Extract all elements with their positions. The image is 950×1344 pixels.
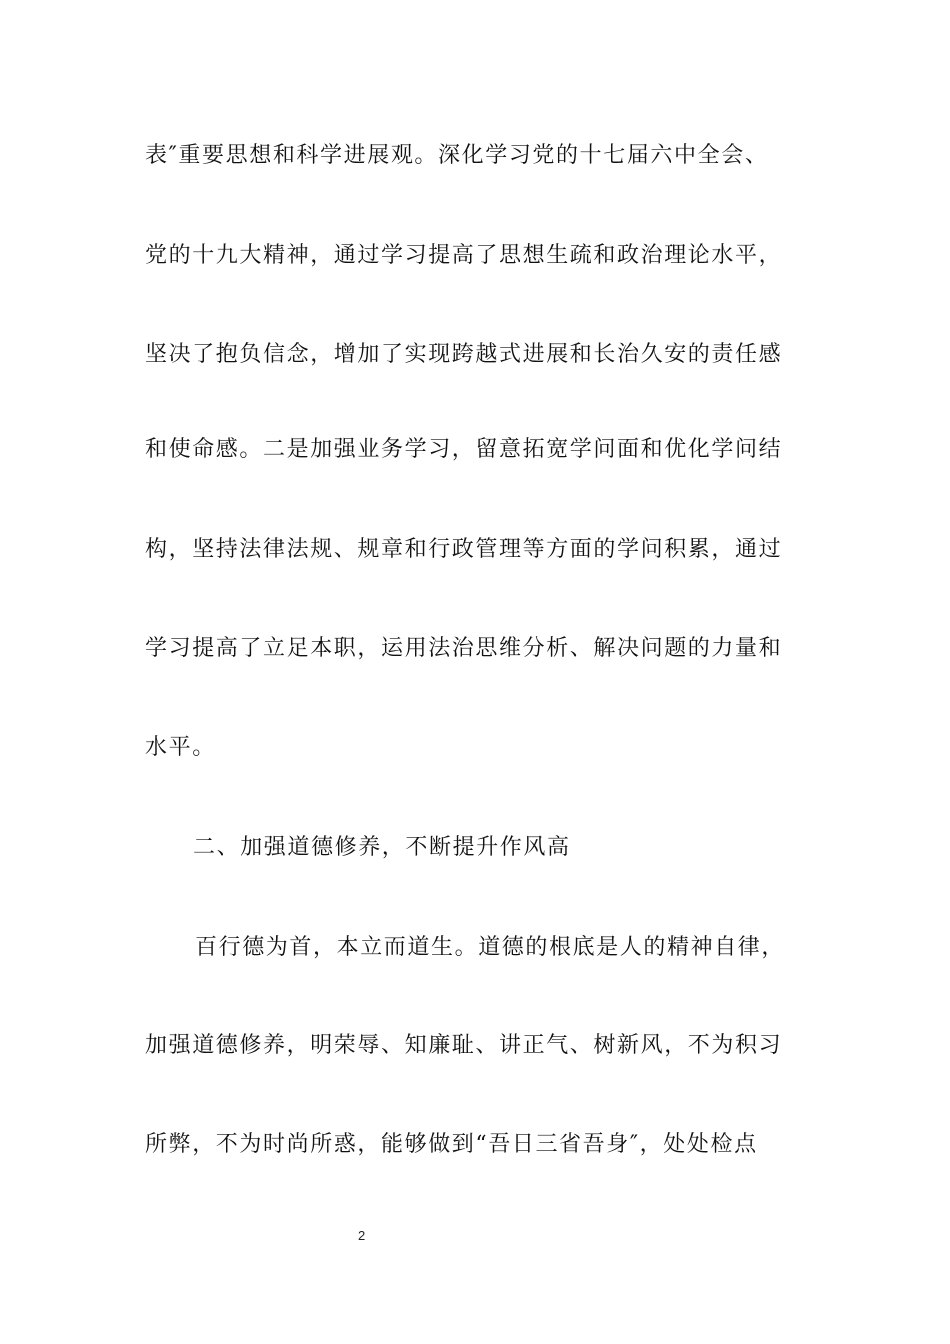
body-text-line: 学习提高了立足本职，运用法治思维分析、解决问题的力量和 [145,636,783,661]
page-number: 2 [358,1228,366,1243]
body-text-line: 党的十九大精神，通过学习提高了思想生疏和政治理论水平， [145,243,783,268]
body-text-line: 构，坚持法律法规、规章和行政管理等方面的学问积累，通过 [145,537,783,562]
body-text-line: 百行德为首，本立而道生。道德的根底是人的精神自律， [195,935,786,960]
body-text-line: 坚决了抱负信念，增加了实现跨越式进展和长治久安的责任感 [145,342,783,367]
body-text-line: 所弊，不为时尚所惑，能够做到“吾日三省吾身″，处处检点 [145,1132,758,1157]
body-text-line: 水平。 [145,735,216,760]
body-text-line: 和使命感。二是加强业务学习，留意拓宽学问面和优化学问结 [145,437,783,462]
section-heading: 二、加强道德修养，不断提升作风高 [193,835,571,860]
body-text-line: 表″重要思想和科学进展观。深化学习党的十七届六中全会、 [145,143,769,168]
body-text-line: 加强道德修养，明荣辱、知廉耻、讲正气、树新风，不为积习 [145,1033,783,1058]
